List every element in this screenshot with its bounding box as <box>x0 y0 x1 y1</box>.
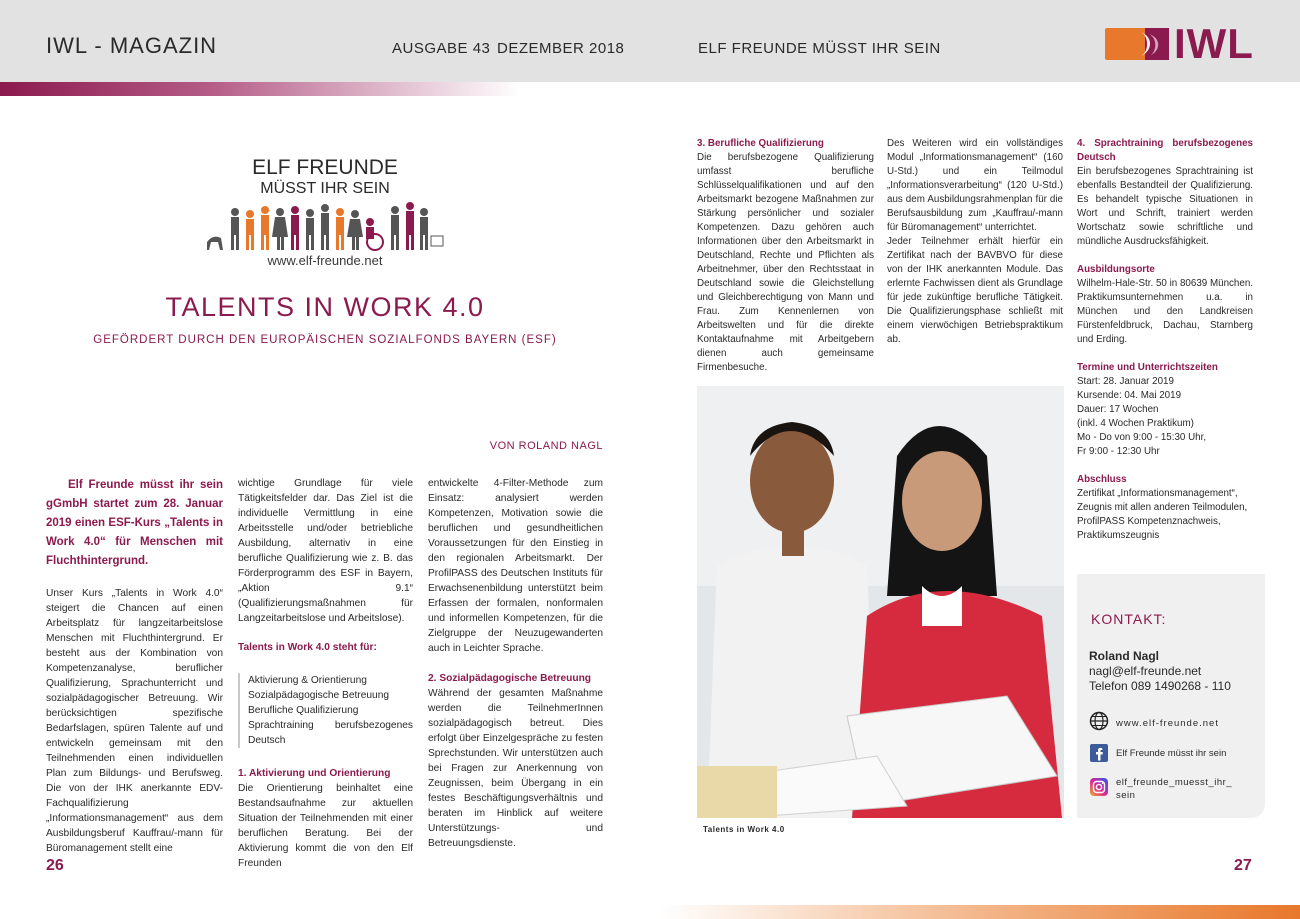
section-4-heading: 4. Sprachtraining berufsbezogenes Deutsch <box>1077 138 1253 163</box>
dates-heading: Termine und Unterrichtszeiten <box>1077 362 1218 373</box>
column-5 <box>887 137 1063 347</box>
list-item: Berufliche Qualifizierung <box>238 703 413 718</box>
degree-text: Zertifikat „Informationsmanagement“, Zeugnis mit allen anderen Teilmodulen, ProfilPASS Kompetenznachweis, Praktikumszeugnis <box>1077 488 1248 541</box>
page-number-right: 27 <box>1234 857 1252 874</box>
column-5-text-2: Jeder Teilnehmer erhält hierfür ein Zertifikat nach der BAVBVO für diese von der IHK anerkannten Module. Das erlernte Fachwissen dient als Grundlage für jede zukünftige berufliche Tätigkeit. Die Qualifizierungsphase schließt mit einem vierwöchigen Betriebspraktikum ab. <box>887 236 1063 345</box>
page-number-left: 26 <box>46 857 64 874</box>
partner-logo-title: ELF FREUNDE <box>252 156 398 179</box>
column-3 <box>428 476 603 851</box>
dates-line: (inkl. 4 Wochen Praktikum) <box>1077 418 1194 429</box>
contact-name: Roland Nagl <box>1089 649 1160 663</box>
header-topic: ELF FREUNDE MÜSST IHR SEIN <box>698 40 941 57</box>
article-title: TALENTS IN WORK 4.0 <box>165 292 485 322</box>
places-heading: Ausbildungsorte <box>1077 264 1155 275</box>
contact-phone: Telefon 089 1490268 - 110 <box>1089 679 1231 693</box>
partner-logo-subtitle: MÜSST IHR SEIN <box>260 180 390 197</box>
column-1-text: Unser Kurs „Talents in Work 4.0“ steigert die Chancen auf einen Arbeitsplatz für langzeitarbeitslose Menschen mit Fluchthintergrund. Er besteht aus der Kombination von Kompetenzanalyse, beruflicher Qualifizierung, Sprachunterricht und sozialpädagogischer Betreuung. Wir berücksichtigen spezifische Bedarfslagen, spüren Talente auf und entwickeln gemeinsam mit den Teilnehmenden einen individuellen Plan zum Bildungs- und Berufsweg. Die von der IHK anerkannte EDV-Fachqualifizierung „Informationsmanagement“ aus dem Ausbildungsberuf Kauffrau/-mann für Büromanagement stellt eine <box>46 588 223 854</box>
list-item: Aktivierung & Orientierung <box>238 673 413 688</box>
instagram-handle-line-1: elf_freunde_muesst_ihr_ <box>1116 777 1233 788</box>
places-text: Wilhelm-Hale-Str. 50 in 80639 München. Praktikumsunternehmen u.a. in München und den Landkreisen Fürstenfeldbruck, Dachau, Starnberg und Erding. <box>1077 278 1253 345</box>
students-photo <box>697 386 1064 818</box>
iwl-logo-text: IWL <box>1174 20 1254 67</box>
contact-facebook[interactable]: Elf Freunde müsst ihr sein <box>1116 748 1227 759</box>
section-2-text: Während der gesamten Maßnahme werden die TeilnehmerInnen sozialpädagogisch betreut. Dies erfolgt über Einzelgespräche zu festen Sprechstunden. Wir unterstützen auch bei Fragen zur Anerkennung von Zeugnissen, beim Übergang in ein festes Beschäftigungsverhältnis und beraten im Hinblick auf weitere Unterstützungs- und Betreuungsdienste. <box>428 688 603 849</box>
section-1-text: Die Orientierung beinhaltet eine Bestandsaufnahme zur aktuellen Situation der Teilnehmenden mit einer beruflichen Beratung. Bei der Aktivierung kommt die von den Elf Freunden <box>238 783 413 869</box>
partner-logo-url: www.elf-freunde.net <box>267 253 383 268</box>
stands-for-heading: Talents in Work 4.0 steht für: <box>238 642 377 653</box>
article-subtitle: GEFÖRDERT DURCH DEN EUROPÄISCHEN SOZIALFONDS BAYERN (ESF) <box>93 334 557 346</box>
contact-email[interactable]: nagl@elf-freunde.net <box>1089 664 1202 678</box>
issue-number: AUSGABE 43 <box>392 40 491 57</box>
column-4 <box>697 137 874 375</box>
column-2-text: wichtige Grundlage für viele Tätigkeitsfelder dar. Das Ziel ist die individuelle Vermittlung in eine Arbeitsstelle und/oder betriebliche Ausbildung, alternativ in eine berufliche Qualifizierung wie z. B. das Förderprogramm des ESF in Bayern, „Aktion 9.1“ (Qualifizierungsmaßnahmen für Langzeitarbeitslose und Arbeitslose). <box>238 478 413 624</box>
dates-line: Mo - Do von 9:00 - 15:30 Uhr, <box>1077 432 1207 443</box>
contact-website[interactable]: www.elf-freunde.net <box>1116 718 1219 729</box>
magazine-name: IWL - MAGAZIN <box>46 33 218 58</box>
section-1-heading: 1. Aktivierung und Orientierung <box>238 768 391 779</box>
iwl-logo-mark-icon <box>1105 28 1169 60</box>
section-3-heading: 3. Berufliche Qualifizierung <box>697 138 824 149</box>
facebook-icon <box>1090 744 1108 762</box>
section-3-text: Die berufsbezogene Qualifizierung umfasst berufliche Schlüsselqualifikationen und auf den Arbeitsmarkt bezogene Maßnahmen zur Stärkung persönlicher und sozialer Kompetenzen. Dazu gehören auch Informationen über den Arbeitsmarkt in Deutschland, Rechte und Pflichten als Arbeitnehmer, über den Rechtsstaat in Deutschland sowie die Gleichstellung und Gleichberechtigung von Mann und Frau. Zum Kennenlernen von Arbeitswelten und für die direkte Kontaktaufnahme mit Arbeitgebern dienen auch gemeinsame Firmenbesuche. <box>697 152 874 373</box>
dates-line: Fr 9:00 - 12:30 Uhr <box>1077 446 1160 457</box>
article-lead: Elf Freunde müsst ihr sein gGmbH startet zum 28. Januar 2019 einen ESF-Kurs „Talents in Work 4.0“ für Menschen mit Fluchthintergrund. <box>46 479 223 567</box>
column-2 <box>238 476 413 871</box>
list-item: Sozialpädagogische Betreuung <box>238 688 413 703</box>
decorative-band-bottom <box>660 905 1300 919</box>
list-item: Sprachtraining berufsbezogenes Deutsch <box>238 718 413 748</box>
people-pictogram-icon <box>205 198 445 252</box>
instagram-handle-line-2: sein <box>1116 790 1136 801</box>
photo-caption: Talents in Work 4.0 <box>703 825 785 834</box>
dates-line: Start: 28. Januar 2019 <box>1077 376 1174 387</box>
instagram-icon <box>1090 778 1108 796</box>
article-byline: VON ROLAND NAGL <box>489 440 603 452</box>
contact-heading: KONTAKT: <box>1091 611 1167 627</box>
section-2-heading: 2. Sozialpädagogische Betreuung <box>428 673 592 684</box>
decorative-band <box>0 82 520 96</box>
column-6 <box>1077 137 1253 543</box>
column-5-text: Des Weiteren wird ein vollständiges Modul „Informationsmanagement“ (160 U-Std.) und ein Teilmodul „Informationsverarbeitung“ (120 U-Std.) aus dem Ausbildungsrahmenplan für die Berufsausbildung zum „Kauffrau/-mann für Büromanagement“ unterrichtet. <box>887 138 1063 233</box>
dates-line: Dauer: 17 Wochen <box>1077 404 1159 415</box>
section-4-text: Ein berufsbezogenes Sprachtraining ist ebenfalls Bestandteil der Qualifizierung. Es behandelt typische Situationen in Wort und Schrift, trainiert werden Wortschatz sowie schriftliche und mündliche Ausdrucksfähigkeit. <box>1077 166 1253 247</box>
dates-line: Kursende: 04. Mai 2019 <box>1077 390 1182 401</box>
column-3-text: entwickelte 4-Filter-Methode zum Einsatz: analysiert werden Kompetenzen, Motivation sowie die beruflichen und gesundheitlichen Voraussetzungen für den Einstieg in den regionalen Arbeitsmarkt. Der ProfilPASS des Deutschen Instituts für Erwachsenenbildung unterstützt beim Erfassen der formalen, nonformalen und informellen Kompetenzen, für die Zielgruppe der Neuzugewanderten auch in Leichter Sprache. <box>428 478 603 654</box>
issue-date: DEZEMBER 2018 <box>497 40 625 57</box>
contact-instagram[interactable] <box>1116 776 1232 802</box>
globe-icon <box>1089 711 1107 729</box>
degree-heading: Abschluss <box>1077 474 1127 485</box>
